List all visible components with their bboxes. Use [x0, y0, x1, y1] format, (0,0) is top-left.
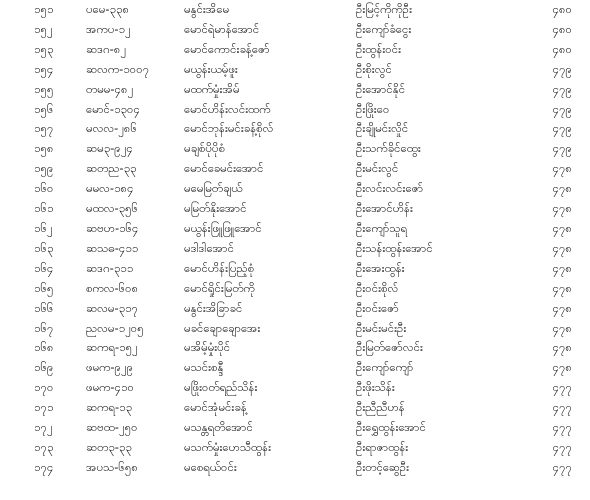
father-name: ဦးညီညီဟန် — [356, 400, 405, 415]
roll-number: ဆဒဂ-၃၁၁ — [86, 260, 134, 275]
total-marks: ၄၇၈ — [552, 320, 572, 335]
row-number: ၁၆၂ — [34, 220, 53, 235]
roll-number: မလလ-၂၈၆ — [86, 121, 137, 136]
father-name: ဦးစိုးလွင် — [356, 61, 392, 76]
roll-number: ဆဒဂ-၈၂ — [86, 41, 127, 56]
total-marks: ၄၇၇ — [552, 380, 572, 395]
table-row — [0, 279, 590, 299]
total-marks: ၄၇၈ — [552, 300, 572, 315]
roll-number: ပမေ-၃၃၈ — [86, 2, 130, 16]
roll-number: အပသ-၆၅၈ — [86, 459, 138, 474]
total-marks: ၄၇၉ — [552, 141, 572, 156]
table-row — [0, 20, 590, 40]
roll-number: ဆလမ-၃၁၇ — [86, 300, 139, 315]
roll-number: ဖမက-၉၂၉ — [86, 360, 134, 375]
student-name: မနွင်းအိမေ — [184, 2, 230, 16]
table-row — [0, 338, 590, 358]
student-name: မထက်မှုံးအိမ် — [184, 81, 240, 96]
student-name: မောင်ကောင်းခန့်ဇော် — [184, 41, 270, 56]
row-number: ၁၇၁ — [34, 400, 54, 415]
roll-number: ဆမ၃-၉၂၄ — [86, 141, 133, 156]
student-name: မသန္တရတိအောင် — [184, 420, 253, 435]
total-marks: ၄၇၈ — [552, 340, 572, 355]
father-name: ဦးကျော်ခံငွေး — [356, 21, 412, 36]
father-name: ဦးဖြိုးဝေ — [356, 101, 390, 116]
row-number: ၁၅၉ — [34, 161, 54, 176]
table-row — [0, 239, 590, 259]
student-name: မောင်အုံမင်းခန့် — [184, 400, 247, 415]
student-name: မောင်ဟိန်းလင်းထက် — [184, 101, 271, 116]
total-marks: ၄၈၀ — [552, 41, 572, 56]
total-marks: ၄၇၉ — [552, 101, 572, 116]
roll-number: ဆလက-၁၀၀၇ — [86, 61, 150, 76]
student-name: မောင်ရဲမာန်အောင် — [184, 21, 260, 36]
total-marks: ၄၇၉ — [552, 81, 572, 96]
father-name: ဦးရာဇာထွန်း — [356, 439, 409, 454]
table-row — [0, 458, 590, 478]
father-name: ဦးအောင်ဟိန်း — [356, 201, 413, 216]
table-row — [0, 100, 590, 120]
total-marks: ၄၇၇ — [552, 400, 572, 415]
student-name: မမြတ်နိုးအောင် — [184, 201, 247, 216]
row-number: ၁၅၄ — [34, 61, 54, 76]
table-row — [0, 378, 590, 398]
total-marks: ၄၇၈ — [552, 181, 572, 196]
table-row — [0, 259, 590, 279]
row-number: ၁၆၅ — [34, 280, 54, 295]
father-name: ဦးချိုမင်းလှိုင် — [356, 121, 409, 136]
student-name: မဒါဒါအောင် — [184, 240, 234, 255]
total-marks: ၄၇၇ — [552, 459, 572, 474]
table-row — [0, 159, 590, 179]
row-number: ၁၅၅ — [34, 81, 54, 96]
total-marks: ၄၇၈ — [552, 201, 572, 216]
roll-number: ညလမ-၁၂၀၅ — [86, 320, 144, 335]
student-name: မမေမြတ်ချယ် — [184, 181, 243, 196]
father-name: ဦးရွှေထွန်းအောင် — [356, 420, 426, 435]
table-row — [0, 299, 590, 319]
roll-number: တမမ-၄၈၂ — [86, 81, 134, 96]
father-name: ဦးဝင်းစိုလ် — [356, 280, 399, 295]
row-number: ၁၅၈ — [34, 141, 54, 156]
father-name: ဦးဖိုးသိန်း — [356, 380, 395, 395]
student-name: မအိမ့်မှုံးပိုင် — [184, 340, 231, 355]
roll-number: ဆဗထ-၂၅၀ — [86, 420, 138, 435]
student-name: မယွန်းယမ့်ဖူး — [184, 61, 238, 76]
total-marks: ၄၇၈ — [552, 240, 572, 255]
roll-number: အကပ-၁၂ — [86, 21, 131, 36]
roll-number: ဆတ၃-၃၃ — [86, 439, 132, 454]
student-name: မနွင်းအိခြာခင် — [184, 300, 243, 315]
total-marks: ၄၈၀ — [552, 2, 572, 16]
father-name: ဦးအေးထွန်း — [356, 260, 405, 275]
table-row — [0, 438, 590, 458]
row-number: ၁၆၁ — [34, 201, 54, 216]
total-marks: ၄၇၇ — [552, 439, 572, 454]
father-name: ဦးတင့်ဆွေဦး — [356, 459, 410, 474]
student-name: မောင်ခေမင်းအောင် — [184, 161, 264, 176]
row-number: ၁၅၃ — [34, 41, 54, 56]
table-row — [0, 139, 590, 159]
table-row — [0, 398, 590, 418]
table-row — [0, 418, 590, 438]
total-marks: ၄၈၀ — [552, 21, 572, 36]
student-name: မဖြိုးဝတ်ရည်သိန်း — [184, 380, 258, 395]
row-number: ၁၇၂ — [34, 420, 53, 435]
row-number: ၁၇၄ — [34, 459, 54, 474]
table-row — [0, 80, 590, 100]
table-row — [0, 358, 590, 378]
table-row — [0, 179, 590, 199]
roll-number: ဖမက-၄၁၀ — [86, 380, 134, 395]
roll-number: ဆတည-၃၃ — [86, 161, 137, 176]
row-number: ၁၆၄ — [34, 260, 54, 275]
roll-number: ဆဗဟ-၁၆၄ — [86, 220, 139, 235]
father-name: ဦးဝင်းဇော် — [356, 300, 399, 315]
total-marks: ၄၇၇ — [552, 420, 572, 435]
roll-number: ဆသဓ-၄၁၁ — [86, 240, 139, 255]
total-marks: ၄၇၈ — [552, 161, 572, 176]
roll-number: မမလ-၁၈၄ — [86, 181, 134, 196]
table-row — [0, 119, 590, 139]
father-name: ဦးမြင့်ကိုကိုဦး — [356, 2, 412, 16]
row-number: ၁၅၆ — [34, 101, 54, 116]
student-name: မခင်ချောချောအေး — [184, 320, 261, 335]
roll-number: ဆကရ-၁၅၂ — [86, 340, 138, 355]
father-name: ဦးမင်းမင်းဦး — [356, 320, 407, 335]
father-name: ဦးထွန်းဝင်း — [356, 41, 402, 56]
row-number: ၁၇၃ — [34, 439, 54, 454]
father-name: ဦးကျော်ကျော် — [356, 360, 414, 375]
father-name: ဦးလင်းလင်းဇော် — [356, 181, 424, 196]
father-name: ဦးသက်ခိုင်ထွေး — [356, 141, 421, 156]
total-marks: ၄၇၉ — [552, 121, 572, 136]
student-name: မောင်ရှိုင်းမြတ်ကို — [184, 280, 255, 295]
table-row — [0, 60, 590, 80]
roll-number: စကလ-၆၀၈ — [86, 280, 139, 295]
student-name: မယွန်းဖြူဖြူအောင် — [184, 220, 262, 235]
row-number: ၁၆၇ — [34, 320, 54, 335]
student-name: မသင်းစန္ဒီ — [184, 360, 224, 375]
father-name: ဦးအောင်နိုင် — [356, 81, 406, 96]
father-name: ဦးကျော်သူရ — [356, 220, 408, 235]
total-marks: ၄၇၈ — [552, 220, 572, 235]
table-row — [0, 219, 590, 239]
roll-number: ဆကရ-၁၃ — [86, 400, 133, 415]
father-name: ဦးသန်းထွန်းအောင် — [356, 240, 433, 255]
row-number: ၁၆၀ — [34, 181, 54, 196]
student-name: မသက်မှုံးဟေသီထွန်း — [184, 439, 272, 454]
table-row — [0, 0, 590, 20]
father-name: ဦးမင်းလွင် — [356, 161, 399, 176]
table-row — [0, 319, 590, 339]
total-marks: ၄၇၉ — [552, 61, 572, 76]
row-number: ၁၅၁ — [34, 2, 54, 16]
total-marks: ၄၇၈ — [552, 360, 572, 375]
row-number: ၁၅၂ — [34, 21, 53, 36]
total-marks: ၄၇၈ — [552, 260, 572, 275]
total-marks: ၄၇၈ — [552, 280, 572, 295]
row-number: ၁၆၈ — [34, 340, 54, 355]
roll-number: မထလ-၃၅၆ — [86, 201, 139, 216]
student-name: မောင်ဘုန်းမင်းခန့်စိုလ် — [184, 121, 274, 136]
row-number: ၁၅၇ — [34, 121, 54, 136]
row-number: ၁၆၉ — [34, 360, 54, 375]
student-name: မောင်ဟိန်းပြည့်စုံ — [184, 260, 255, 275]
row-number: ၁၆၆ — [34, 300, 54, 315]
row-number: ၁၆၃ — [34, 240, 54, 255]
student-name: မစေရယ်ဝင်း — [184, 459, 237, 474]
student-name: မချစ်ပိုပိုစံ — [184, 141, 225, 156]
row-number: ၁၇၀ — [34, 380, 54, 395]
roll-number: မောင်-၁၃၀၄ — [86, 101, 140, 116]
table-row — [0, 40, 590, 60]
father-name: ဦးမြတ်ဇော်လင်း — [356, 340, 423, 355]
table-row — [0, 199, 590, 219]
